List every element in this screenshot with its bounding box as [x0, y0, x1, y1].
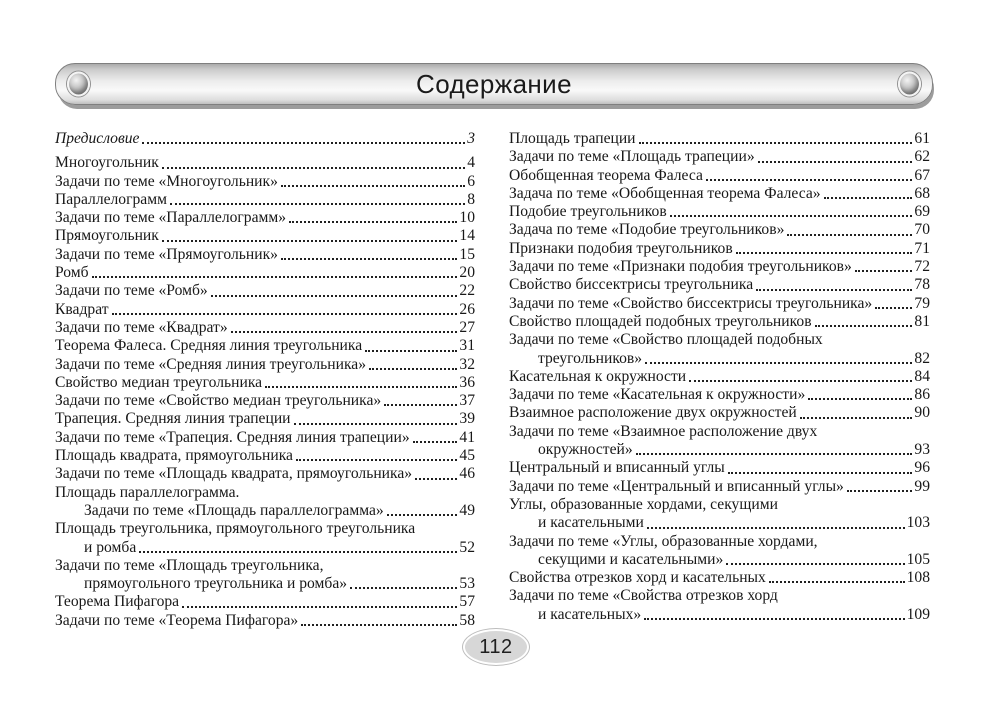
dot-leader	[689, 380, 912, 382]
toc-entry-line	[55, 374, 475, 392]
dot-leader	[726, 563, 904, 565]
toc-entry-page: 32	[459, 355, 475, 373]
toc-entry-page: 79	[914, 294, 930, 312]
dot-leader	[142, 142, 465, 144]
toc-entry-line	[509, 185, 930, 203]
toc-entry-line	[509, 496, 930, 514]
toc-entry	[55, 130, 475, 148]
toc-entry	[509, 313, 930, 331]
page-number-oval	[463, 629, 529, 665]
toc-entry-line	[509, 221, 930, 239]
toc-entry	[509, 496, 930, 533]
toc-entry-line	[55, 410, 475, 428]
toc-entry	[509, 478, 930, 496]
toc-entry-text: прямоугольного треугольника и ромба»	[84, 575, 348, 593]
toc-entry-page: 84	[914, 367, 930, 385]
toc-entry-line	[55, 593, 475, 611]
toc-entry-page: 72	[914, 258, 930, 276]
toc-entry-line	[509, 386, 930, 404]
dot-leader	[281, 258, 457, 260]
toc-entry-page: 103	[906, 514, 930, 532]
toc-entry	[55, 337, 475, 355]
toc-entry-text: Задачи по теме «Свойство площадей подобных	[509, 331, 823, 349]
dot-leader	[281, 185, 465, 187]
toc-entry-text: Задачи по теме «Взаимное расположение двух	[509, 422, 818, 440]
toc-entry-text: Площадь квадрата, прямоугольника	[55, 447, 293, 465]
dot-leader	[875, 307, 912, 309]
dot-leader	[162, 240, 458, 242]
toc-entry-line	[509, 514, 930, 532]
toc-entry-text: окружностей»	[538, 441, 633, 459]
toc-entry-page: 8	[467, 190, 475, 208]
dot-leader	[644, 618, 904, 620]
toc-entry-line	[509, 240, 930, 258]
toc-entry	[509, 459, 930, 477]
toc-entry-text: Задачи по теме «Многоугольник»	[55, 172, 278, 190]
toc-entry-text: Задачи по теме «Касательная к окружности»	[509, 386, 806, 404]
toc-entry-line	[55, 282, 475, 300]
toc-entry-page: 68	[914, 184, 930, 202]
toc-entry-page: 37	[459, 392, 475, 410]
toc-entry	[55, 282, 475, 300]
toc-entry-page: 67	[914, 166, 930, 184]
toc-entry-text: Касательная к окружности	[509, 367, 687, 385]
toc-entry-line	[55, 612, 475, 630]
toc-entry	[509, 569, 930, 587]
dot-leader	[182, 606, 457, 608]
toc-entry-line	[55, 484, 475, 502]
toc-entry-line	[55, 264, 475, 282]
toc-entry-text: Площадь треугольника, прямоугольного треугольника	[55, 520, 416, 538]
toc-entry	[509, 203, 930, 221]
toc-entry-text: треугольников»	[538, 349, 643, 367]
dot-leader	[815, 325, 913, 327]
toc-entry-page: 27	[459, 318, 475, 336]
dot-leader	[787, 234, 912, 236]
toc-entry-page: 109	[906, 605, 930, 623]
dot-leader	[415, 478, 457, 480]
toc-entry	[55, 557, 475, 594]
toc-entry	[55, 264, 475, 282]
toc-entry-text: Площадь трапеции	[509, 130, 636, 147]
toc-entry	[55, 374, 475, 392]
toc-entry-text: Трапеция. Средняя линия трапеции	[55, 410, 291, 428]
toc-entry-page: 58	[459, 611, 475, 629]
dot-leader	[387, 514, 458, 516]
toc-entry-line	[55, 319, 475, 337]
toc-entry	[55, 209, 475, 227]
toc-entry-page: 99	[914, 477, 930, 495]
toc-entry	[55, 154, 475, 172]
page-number-badge	[462, 629, 530, 667]
toc-entry-text: Параллелограмм	[55, 190, 167, 208]
dot-leader	[384, 404, 457, 406]
toc-entry-page: 4	[467, 154, 475, 172]
toc-entry-line	[509, 606, 930, 624]
toc-entry-line	[509, 551, 930, 569]
toc-entry-text: Прямоугольник	[55, 227, 159, 245]
toc-entry-line	[55, 502, 475, 520]
toc-entry	[55, 593, 475, 611]
toc-entry-text: Признаки подобия треугольников	[509, 239, 733, 257]
toc-entry-line	[509, 276, 930, 294]
dot-leader	[808, 398, 912, 400]
dot-leader	[162, 167, 465, 169]
dot-leader	[369, 368, 457, 370]
toc-entry-line	[509, 313, 930, 331]
toc-entry	[509, 404, 930, 422]
dot-leader	[728, 472, 913, 474]
toc-entry-text: Предисловие	[55, 130, 140, 147]
dot-leader	[92, 276, 458, 278]
dot-leader	[639, 142, 913, 144]
toc-entry	[509, 386, 930, 404]
toc-entry-text: Задачи по теме «Теорема Пифагора»	[55, 611, 299, 629]
dot-leader	[301, 624, 457, 626]
toc-entry	[509, 423, 930, 460]
rivet-icon	[898, 72, 921, 97]
toc-entry-text: Углы, образованные хордами, секущими	[509, 495, 778, 513]
toc-entry-line	[55, 356, 475, 374]
toc-entry-line	[55, 191, 475, 209]
toc-entry-line	[509, 148, 930, 166]
dot-leader	[706, 179, 913, 181]
toc-entry-text: Теорема Фалеса. Средняя линия треугольника	[55, 337, 363, 355]
toc-entry-line	[509, 331, 930, 349]
dot-leader	[670, 215, 913, 217]
toc-entry-line	[55, 173, 475, 191]
toc-entry-line	[509, 587, 930, 605]
dot-leader	[758, 161, 913, 163]
toc-entry	[55, 301, 475, 319]
toc-entry-line	[55, 392, 475, 410]
toc-entry	[509, 368, 930, 386]
toc-entry	[55, 191, 475, 209]
toc-entry-text: Задачи по теме «Площадь параллелограмма»	[84, 501, 384, 519]
toc-entry	[55, 465, 475, 483]
toc-entry-page: 71	[914, 239, 930, 257]
toc-entry-line	[55, 575, 475, 593]
toc-entry	[55, 520, 475, 557]
toc-entry-text: Ромб	[55, 264, 89, 282]
toc-entry	[55, 319, 475, 337]
toc-entry-text: Многоугольник	[55, 154, 159, 172]
toc-entry-text: Задача по теме «Подобие треугольников»	[509, 221, 785, 239]
toc-entry-line	[55, 429, 475, 447]
page-number: 112	[479, 635, 513, 658]
toc-entry-page: 78	[914, 276, 930, 294]
toc-entry	[55, 227, 475, 245]
toc-entry	[509, 587, 930, 624]
toc-entry-page: 52	[459, 538, 475, 556]
toc-entry-text: Центральный и вписанный углы	[509, 459, 725, 477]
toc-entry-text: Задачи по теме «Прямоугольник»	[55, 245, 278, 263]
toc-entry-text: Свойство медиан треугольника	[55, 373, 263, 391]
toc-entry-page: 49	[459, 501, 475, 519]
toc-entry	[55, 447, 475, 465]
toc-entry-line	[55, 539, 475, 557]
toc-entry-line	[55, 246, 475, 264]
toc-entry-line	[509, 203, 930, 221]
toc-entry	[509, 331, 930, 368]
toc-entry-line	[55, 557, 475, 575]
dot-leader	[413, 441, 458, 443]
toc-entry-text: Подобие треугольников	[509, 203, 667, 221]
toc-entry-text: и касательных»	[538, 605, 642, 623]
toc-entry-text: Задачи по теме «Трапеция. Средняя линия трапеции»	[55, 428, 410, 446]
dot-leader	[365, 350, 457, 352]
dot-leader	[294, 423, 458, 425]
toc-column-right	[509, 130, 930, 624]
toc-entry-page: 69	[914, 203, 930, 221]
toc-entry-page: 36	[459, 373, 475, 391]
rivet-icon	[67, 72, 90, 97]
toc-entry-text: Теорема Пифагора	[55, 593, 180, 611]
toc-entry-line	[509, 478, 930, 496]
toc-entry-text: Задача по теме «Обобщенная теорема Фалеса»	[509, 184, 821, 202]
toc-entry-text: Задачи по теме «Центральный и вписанный углы»	[509, 477, 844, 495]
toc-column-left	[55, 130, 475, 630]
toc-entry-text: Задачи по теме «Площадь треугольника,	[55, 556, 324, 574]
dot-leader	[736, 252, 913, 254]
dot-leader	[139, 551, 457, 553]
toc-entry	[509, 258, 930, 276]
toc-entry-text: Задачи по теме «Квадрат»	[55, 318, 228, 336]
toc-entry	[55, 484, 475, 521]
dot-leader	[265, 386, 457, 388]
toc-entry	[509, 130, 930, 148]
toc-entry	[509, 295, 930, 313]
dot-leader	[847, 490, 913, 492]
toc-entry	[509, 148, 930, 166]
dot-leader	[824, 197, 913, 199]
toc-entry-page: 108	[906, 569, 930, 587]
toc-entry-page: 46	[459, 465, 475, 483]
toc-entry-text: Задачи по теме «Свойства отрезков хорд	[509, 587, 778, 605]
toc-entry-page: 57	[459, 593, 475, 611]
dot-leader	[647, 527, 905, 529]
toc-entry-text: Задачи по теме «Свойство биссектрисы треугольника»	[509, 294, 873, 312]
toc-entry	[55, 410, 475, 428]
toc-entry-page: 81	[914, 312, 930, 330]
toc-entry-page: 90	[914, 404, 930, 422]
toc-entry	[509, 167, 930, 185]
toc-entry-line	[55, 227, 475, 245]
toc-entry-line	[55, 130, 475, 148]
toc-entry	[509, 533, 930, 570]
toc-entry-text: и ромба	[84, 538, 137, 556]
toc-entry	[55, 246, 475, 264]
dot-leader	[231, 331, 458, 333]
toc-entry-page: 20	[459, 264, 475, 282]
dot-leader	[296, 459, 457, 461]
toc-entry-page: 53	[459, 575, 475, 593]
toc-entry-line	[55, 209, 475, 227]
toc-entry-page: 15	[459, 245, 475, 263]
toc-entry-text: и касательными	[538, 514, 644, 532]
toc-entry-text: Задачи по теме «Площадь квадрата, прямоугольника»	[55, 465, 413, 483]
toc-entry-page: 86	[914, 386, 930, 404]
toc-entry-page: 3	[467, 130, 475, 147]
dot-leader	[112, 313, 458, 315]
toc-entry	[509, 185, 930, 203]
toc-entry-line	[509, 441, 930, 459]
toc-entry-page: 82	[914, 349, 930, 367]
toc-entry-page: 45	[459, 447, 475, 465]
toc-entry	[509, 240, 930, 258]
header-bar	[55, 63, 933, 105]
toc-entry-text: Квадрат	[55, 300, 109, 318]
toc-entry-page: 96	[914, 459, 930, 477]
toc-entry-line	[55, 337, 475, 355]
toc-entry-line	[55, 465, 475, 483]
dot-leader	[350, 587, 457, 589]
toc-entry-text: Задачи по теме «Признаки подобия треугольников»	[509, 258, 852, 276]
dot-leader	[170, 203, 465, 205]
dot-leader	[211, 295, 458, 297]
toc-entry-text: Задачи по теме «Параллелограмм»	[55, 209, 287, 227]
toc-entry-line	[509, 258, 930, 276]
toc-entry-page: 93	[914, 441, 930, 459]
toc-entry-page: 14	[459, 227, 475, 245]
toc-entry	[55, 392, 475, 410]
toc-entry-line	[509, 533, 930, 551]
toc-entry	[55, 612, 475, 630]
toc-entry-page: 6	[467, 172, 475, 190]
toc-entry-text: Задачи по теме «Площадь трапеции»	[509, 148, 755, 166]
toc-entry-text: секущими и касательными»	[538, 550, 724, 568]
toc-entry-text: Площадь параллелограмма.	[55, 483, 240, 501]
toc-entry-text: Задачи по теме «Углы, образованные хордами,	[509, 532, 818, 550]
toc-entry-line	[509, 404, 930, 422]
dot-leader	[769, 581, 905, 583]
toc-entry-page: 26	[459, 300, 475, 318]
toc-entry-page: 70	[914, 221, 930, 239]
dot-leader	[645, 362, 912, 364]
toc-entry-text: Задачи по теме «Средняя линия треугольника»	[55, 355, 367, 373]
toc-entry-text: Свойство биссектрисы треугольника	[509, 276, 754, 294]
dot-leader	[289, 221, 457, 223]
dot-leader	[855, 270, 913, 272]
toc-entry	[55, 429, 475, 447]
toc-entry-page: 39	[459, 410, 475, 428]
toc-entry	[55, 173, 475, 191]
toc-entry-line	[55, 447, 475, 465]
toc-entry-line	[509, 295, 930, 313]
toc-entry-text: Обобщенная теорема Фалеса	[509, 166, 703, 184]
toc-entry-text: Свойства отрезков хорд и касательных	[509, 569, 766, 587]
toc-entry-page: 62	[914, 148, 930, 166]
toc-entry-text: Задачи по теме «Свойство медиан треугольника»	[55, 392, 382, 410]
toc-entry-page: 31	[459, 337, 475, 355]
toc-entry-text: Свойство площадей подобных треугольников	[509, 312, 812, 330]
dot-leader	[756, 289, 912, 291]
toc-entry	[509, 276, 930, 294]
toc-entry	[55, 356, 475, 374]
toc-entry-page: 105	[906, 550, 930, 568]
toc-entry	[509, 221, 930, 239]
toc-entry-line	[509, 350, 930, 368]
toc-entry-page: 22	[459, 282, 475, 300]
dot-leader	[800, 417, 913, 419]
toc-entry-line	[509, 167, 930, 185]
toc-entry-text: Задачи по теме «Ромб»	[55, 282, 208, 300]
toc-entry-line	[509, 130, 930, 148]
toc-entry-line	[509, 569, 930, 587]
toc-entry-line	[509, 368, 930, 386]
toc-entry-page: 41	[459, 428, 475, 446]
dot-leader	[636, 453, 913, 455]
toc-entry-page: 61	[914, 130, 930, 147]
page-title: Содержание	[416, 68, 572, 99]
toc-entry-line	[55, 154, 475, 172]
toc-entry-line	[55, 520, 475, 538]
toc-entry-line	[509, 423, 930, 441]
toc-entry-line	[55, 301, 475, 319]
toc-entry-page: 10	[459, 209, 475, 227]
toc-entry-line	[509, 459, 930, 477]
toc-entry-text: Взаимное расположение двух окружностей	[509, 404, 797, 422]
